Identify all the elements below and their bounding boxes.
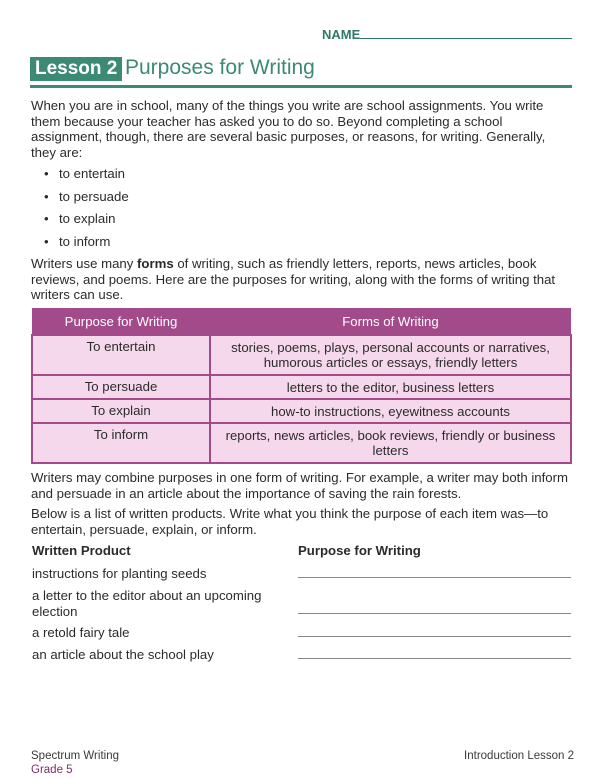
- list-item: • to inform: [44, 234, 129, 257]
- forms-bold-word: forms: [137, 256, 174, 271]
- exercise-item: an article about the school play: [32, 647, 214, 662]
- purposes-list: [44, 166, 129, 256]
- answer-line[interactable]: [298, 613, 571, 614]
- purposes-table: [31, 308, 572, 464]
- answer-line[interactable]: [298, 636, 571, 637]
- list-item: • to entertain: [44, 166, 129, 189]
- list-item: • to persuade: [44, 189, 129, 212]
- purpose-cell: To entertain: [32, 335, 210, 375]
- footer-book-title: Spectrum Writing: [31, 750, 119, 762]
- name-line[interactable]: [360, 38, 572, 39]
- table-row: [32, 335, 571, 375]
- intro-paragraph: When you are in school, many of the things you write are school assignments. You write them because your teacher has asked you to do so. Beyond completing a school assignment, though, there are several basic purposes, or reasons, for writing. Generally, they are:: [31, 98, 546, 160]
- forms-cell: stories, poems, plays, personal accounts or narratives, humorous articles or essays, friendly letters: [210, 335, 571, 375]
- table-row: [32, 399, 571, 423]
- list-item: • to explain: [44, 211, 129, 234]
- forms-cell: letters to the editor, business letters: [210, 375, 571, 399]
- answer-line[interactable]: [298, 658, 571, 659]
- header-rule: [30, 85, 572, 88]
- purpose-cell: To inform: [32, 423, 210, 463]
- forms-cell: reports, news articles, book reviews, friendly or business letters: [210, 423, 571, 463]
- lesson-title: Purposes for Writing: [125, 56, 315, 79]
- table-row: [32, 375, 571, 399]
- exercise-item: a letter to the editor about an upcoming election: [32, 588, 262, 619]
- exercise-item: a retold fairy tale: [32, 625, 130, 640]
- purpose-cell: To persuade: [32, 375, 210, 399]
- exercise-item: instructions for planting seeds: [32, 566, 207, 581]
- footer-grade: Grade 5: [31, 764, 73, 776]
- name-label: NAME: [322, 27, 361, 42]
- lesson-badge: Lesson 2: [30, 57, 122, 81]
- purpose-cell: To explain: [32, 399, 210, 423]
- table-row: [32, 423, 571, 463]
- table-header-row: [32, 308, 571, 335]
- answer-line[interactable]: [298, 577, 571, 578]
- purpose-heading: Purpose for Writing: [298, 543, 421, 558]
- name-field[interactable]: [318, 26, 572, 44]
- combine-paragraph: Writers may combine purposes in one form of writing. For example, a writer may both inform and persuade in an article about the importance of saving the rain forests.: [31, 470, 568, 501]
- table-header-forms: Forms of Writing: [210, 308, 571, 335]
- footer-lesson: Introduction Lesson 2: [464, 750, 574, 762]
- forms-paragraph: [31, 256, 573, 303]
- table-header-purpose: Purpose for Writing: [32, 308, 210, 335]
- instructions-paragraph: Below is a list of written products. Write what you think the purpose of each item was—to entertain, persuade, explain, or inform.: [31, 506, 549, 537]
- forms-text-after: of writing, such as friendly letters, reports, news articles, book reviews, and poems. Here are the purposes for writing, along with the forms of writing that writers can use.: [31, 256, 556, 302]
- written-product-heading: Written Product: [32, 543, 131, 558]
- forms-cell: how-to instructions, eyewitness accounts: [210, 399, 571, 423]
- lesson-header: [30, 56, 572, 90]
- forms-text-before: Writers use many: [31, 256, 138, 271]
